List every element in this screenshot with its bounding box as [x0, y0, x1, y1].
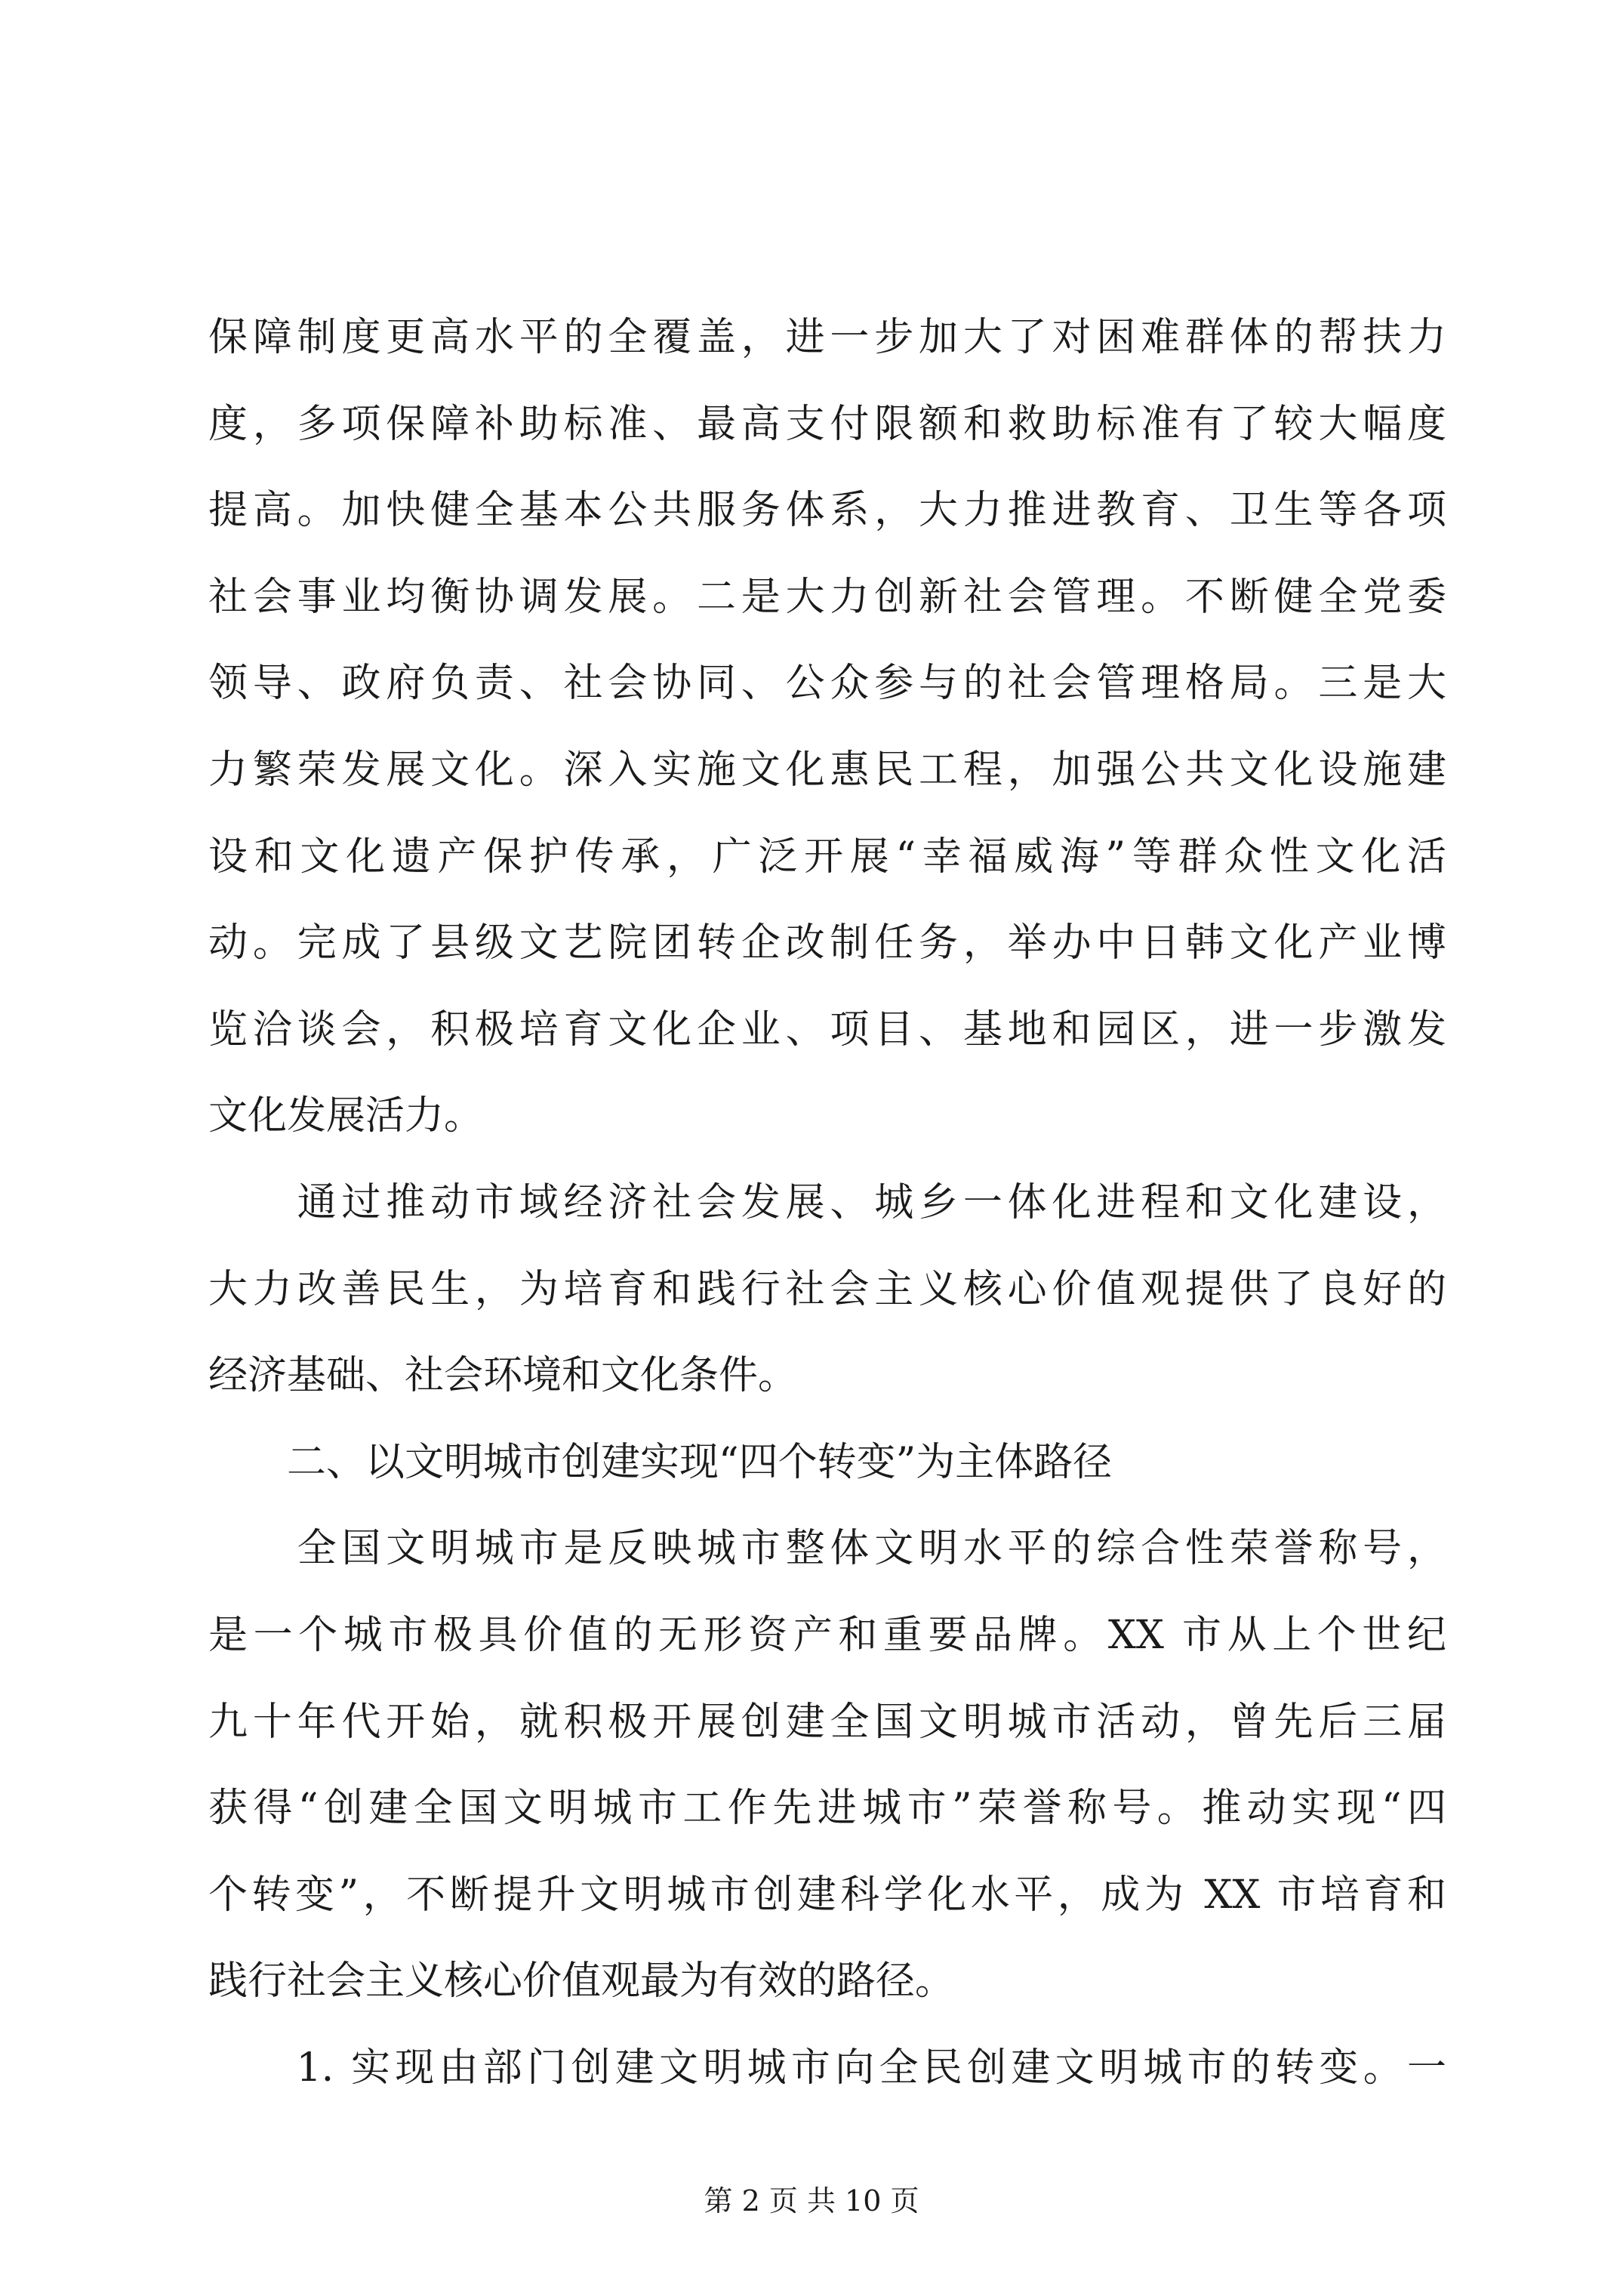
text-line: 大力改善民生，为培育和践行社会主义核心价值观提供了良好的 — [208, 1266, 1446, 1312]
text-line: 设和文化遗产保护传承，广泛开展“幸福威海”等群众性文化活 — [208, 834, 1446, 880]
document-body — [208, 294, 1446, 2111]
text-line: 文化发展活力。 — [208, 1093, 484, 1139]
text-line: 保障制度更高水平的全覆盖，进一步加大了对困难群体的帮扶力 — [208, 315, 1446, 360]
text-line: 提高。加快健全基本公共服务体系，大力推进教育、卫生等各项 — [208, 488, 1446, 534]
text-line: 览洽谈会，积极培育文化企业、项目、基地和园区，进一步激发 — [208, 1006, 1446, 1052]
text-line: 九十年代开始，就积极开展创建全国文明城市活动，曾先后三届 — [208, 1699, 1446, 1745]
text-line: 领导、政府负责、社会协同、公众参与的社会管理格局。三是大 — [208, 661, 1446, 707]
text-line: 通过推动市域经济社会发展、城乡一体化进程和文化建设， — [208, 1179, 1446, 1225]
text-line: 获得“创建全国文明城市工作先进城市”荣誉称号。推动实现“四 — [208, 1786, 1446, 1832]
text-line: 力繁荣发展文化。深入实施文化惠民工程，加强公共文化设施建 — [208, 747, 1446, 793]
text-line: 1. 实现由部门创建文明城市向全民创建文明城市的转变。一 — [208, 2045, 1446, 2091]
text-line: 全国文明城市是反映城市整体文明水平的综合性荣誉称号， — [208, 1526, 1446, 1572]
text-line: 是一个城市极具价值的无形资产和重要品牌。XX 市从上个世纪 — [208, 1612, 1446, 1658]
text-line: 经济基础、社会环境和文化条件。 — [208, 1353, 798, 1399]
text-line: 践行社会主义核心价值观最为有效的路径。 — [208, 1959, 955, 2005]
text-line: 个转变”，不断提升文明城市创建科学化水平，成为 XX 市培育和 — [208, 1872, 1446, 1918]
text-line: 二、以文明城市创建实现“四个转变”为主体路径 — [208, 1439, 1113, 1485]
text-line: 度，多项保障补助标准、最高支付限额和救助标准有了较大幅度 — [208, 401, 1446, 447]
page-footer: 第 2 页 共 10 页 — [704, 2184, 919, 2217]
text-line: 社会事业均衡协调发展。二是大力创新社会管理。不断健全党委 — [208, 574, 1446, 620]
text-line: 动。完成了县级文艺院团转企改制任务，举办中日韩文化产业博 — [208, 920, 1446, 966]
